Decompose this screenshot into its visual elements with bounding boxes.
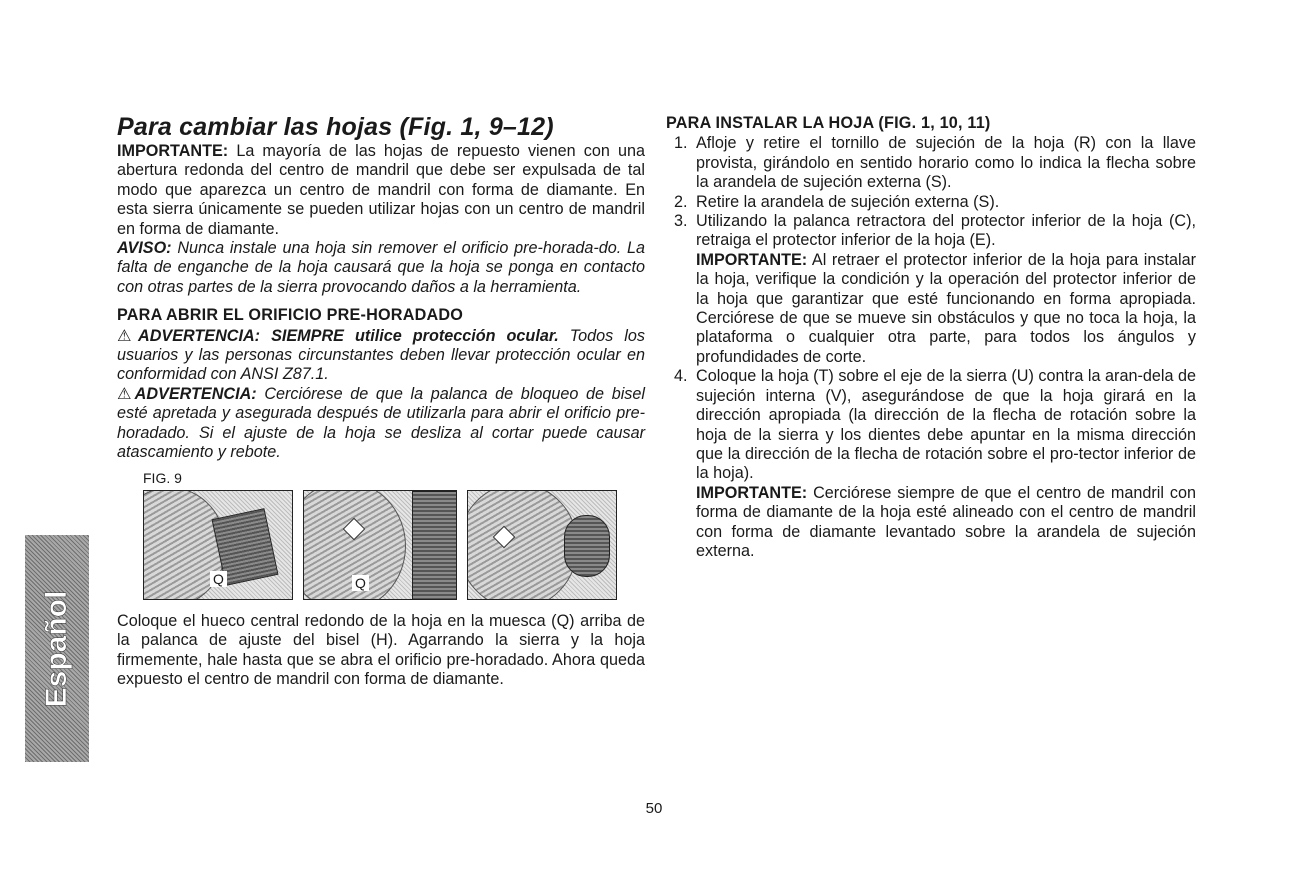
figure-panel-3 xyxy=(467,490,617,600)
language-side-tab xyxy=(25,535,89,762)
figure-panel-2 xyxy=(303,490,457,600)
importante-text: La mayoría de las hojas de repuesto vienen con una abertura redonda del centro de mandril que debe ser expulsada de tal modo que aparezca un centro de mandril con forma de diamante. En esta sierra únicamente se pueden utilizar hojas con un centro de mandril en forma de diamante. xyxy=(117,142,645,238)
heading-instalar-hoja: PARA INSTALAR LA HOJA (FIG. 1, 10, 11) xyxy=(666,114,991,132)
figure-q-label-2: Q xyxy=(352,575,369,591)
warning-eye-protection xyxy=(117,327,645,385)
aviso-text: Nunca instale una hoja sin remover el orificio pre-horada-do. La falta de enganche de la hoja causará que la hoja se ponga en contacto con otras partes de la sierra provocando daños a la herramienta. xyxy=(117,239,645,296)
figure-label: FIG. 9 xyxy=(143,469,182,486)
step-text: Retire la arandela de sujeción externa (S). xyxy=(696,192,1000,211)
install-step-3 xyxy=(666,212,1196,251)
step-text: Coloque la hoja (T) sobre el eje de la sierra (U) contra la aran-dela de sujeción interna (V), asegurándose de que la hoja girará en la dirección apropiada (la dirección de la flecha de rotación sobre la hoja de la sierra y los dientes debe apuntar en la misma dirección que la dirección de la flecha de rotación sobre el pro-tector inferior de la hoja). xyxy=(696,367,1196,483)
importante-lead: IMPORTANTE: xyxy=(696,483,808,502)
step-text: Afloje y retire el tornillo de sujeción de la hoja (R) con la llave provista, girándolo en sentido horario como lo indica la flecha sobre la arandela de sujeción externa (S). xyxy=(696,134,1196,192)
right-column xyxy=(666,112,1196,561)
aviso-lead: AVISO: xyxy=(117,239,172,258)
importante-text: Al retraer el protector inferior de la hoja para instalar la hoja, verifique la condición y la operación del protector inferior de la hoja que garantizar que esté funcionando en forma apropiada. Cerciórese de que se mueve sin obstáculos y que no toca la hoja, la plataforma o cualquier otra parte, para todos los ángulos y profundidades de corte. xyxy=(696,250,1196,366)
install-step-1 xyxy=(666,134,1196,192)
install-step-2 xyxy=(666,193,1196,212)
importante-text: Cerciórese siempre de que el centro de mandril con forma de diamante de la hoja esté alineado con el centro de mandril con forma de diamante levantado sobre la arandela de sujeción externa. xyxy=(696,483,1196,560)
step-number: 1. xyxy=(674,134,688,153)
step-number: 2. xyxy=(674,192,688,211)
heading-abrir-orificio: PARA ABRIR EL ORIFICIO PRE-HORADADO xyxy=(117,306,464,325)
step-number: 3. xyxy=(674,212,688,231)
saw-mechanism-image xyxy=(564,515,610,577)
page-number: 50 xyxy=(645,800,663,817)
aviso-paragraph xyxy=(117,239,645,297)
warning-bevel-lock xyxy=(117,385,645,463)
warning-2-text: Cerciórese de que la palanca de bloqueo de bisel esté apretada y asegurada después de utilizarla para abrir el orificio pre-horadado. Si el ajuste de la hoja se desliza al cortar puede causar atascamiento y rebote. xyxy=(117,384,645,462)
warning-1-text: Todos los usuarios y las personas circunstantes deben llevar protección ocular en conformidad con ANSI Z87.1. xyxy=(117,326,645,384)
step-text: Utilizando la palanca retractora del protector inferior de la hoja (C), retraiga el protector inferior de la hoja (E). xyxy=(696,212,1196,250)
figure-q-label-1: Q xyxy=(210,571,227,587)
warning-2-lead: ⚠ADVERTENCIA: xyxy=(117,384,257,403)
importante-lead: IMPORTANTE: xyxy=(696,250,808,269)
section-title: Para cambiar las hojas (Fig. 1, 9–12) xyxy=(117,113,554,141)
importante-lead: IMPORTANTE: xyxy=(117,142,229,160)
warning-1-lead: ⚠ADVERTENCIA: SIEMPRE utilice protección ocular. xyxy=(117,326,559,345)
saw-blade-image xyxy=(467,490,578,600)
left-column xyxy=(117,112,645,690)
importante-retract-paragraph xyxy=(666,251,1196,367)
install-step-4 xyxy=(666,367,1196,483)
language-tab-label: Español xyxy=(40,590,73,707)
importante-diamond-paragraph xyxy=(666,484,1196,562)
after-figure-paragraph: Coloque el hueco central redondo de la hoja en la muesca (Q) arriba de la palanca de ajuste del bisel (H). Agarrando la sierra y la hoja firmemente, hale hasta que se abra el orificio pre-horadado. Ahora queda expuesto el centro de mandril con forma de diamante. xyxy=(117,611,645,689)
step-number: 4. xyxy=(674,367,688,386)
figure-9 xyxy=(143,490,645,600)
figure-panel-1 xyxy=(143,490,293,600)
saw-mechanism-image xyxy=(412,491,457,600)
importante-paragraph xyxy=(117,142,645,239)
install-steps-list-cont xyxy=(666,367,1196,483)
install-steps-list xyxy=(666,134,1196,250)
